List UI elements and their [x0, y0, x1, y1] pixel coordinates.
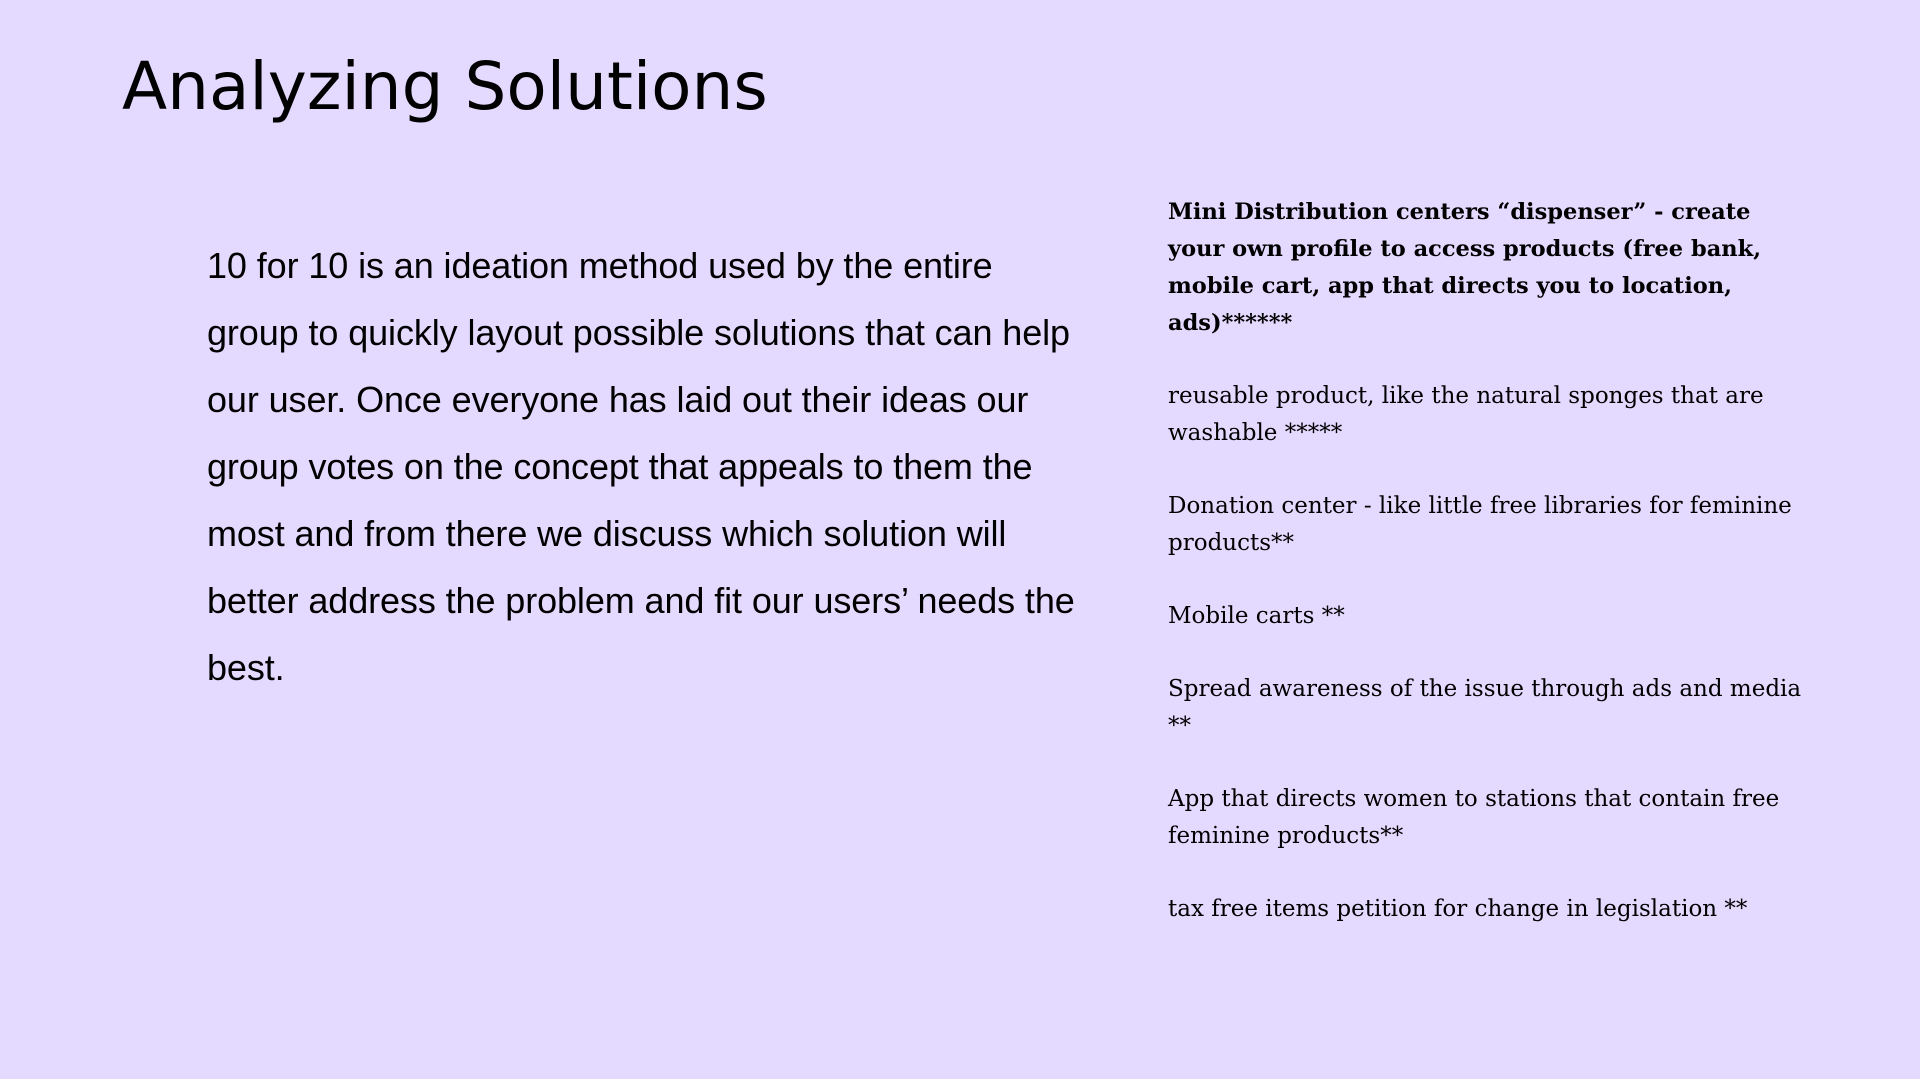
idea-item-mobile-carts: Mobile carts **	[1168, 603, 1345, 629]
idea-item-tax-free: tax free items petition for change in legislation **	[1168, 896, 1748, 922]
idea-item-awareness: Spread awareness of the issue through ads and media **	[1168, 676, 1802, 739]
idea-item-distribution-centers: Mini Distribution centers “dispenser” - create your own profile to access products (free bank, mobile cart, app that directs you to location, ads)******	[1168, 199, 1762, 336]
idea-item-donation-center: Donation center - like little free libraries for feminine products**	[1168, 493, 1792, 556]
idea-item-app: App that directs women to stations that contain free feminine products**	[1168, 786, 1780, 849]
slide-title: Analyzing Solutions	[122, 48, 768, 125]
method-description: 10 for 10 is an ideation method used by the entire group to quickly layout possible solutions that can help our user. Once everyone has laid out their ideas our group votes on the concept that appeals to them the most and from there we discuss which solution will better address the problem and fit our users’ needs the best.	[207, 245, 1075, 688]
idea-item-reusable-product: reusable product, like the natural sponges that are washable *****	[1168, 383, 1764, 446]
ideas-list	[1168, 194, 1808, 964]
